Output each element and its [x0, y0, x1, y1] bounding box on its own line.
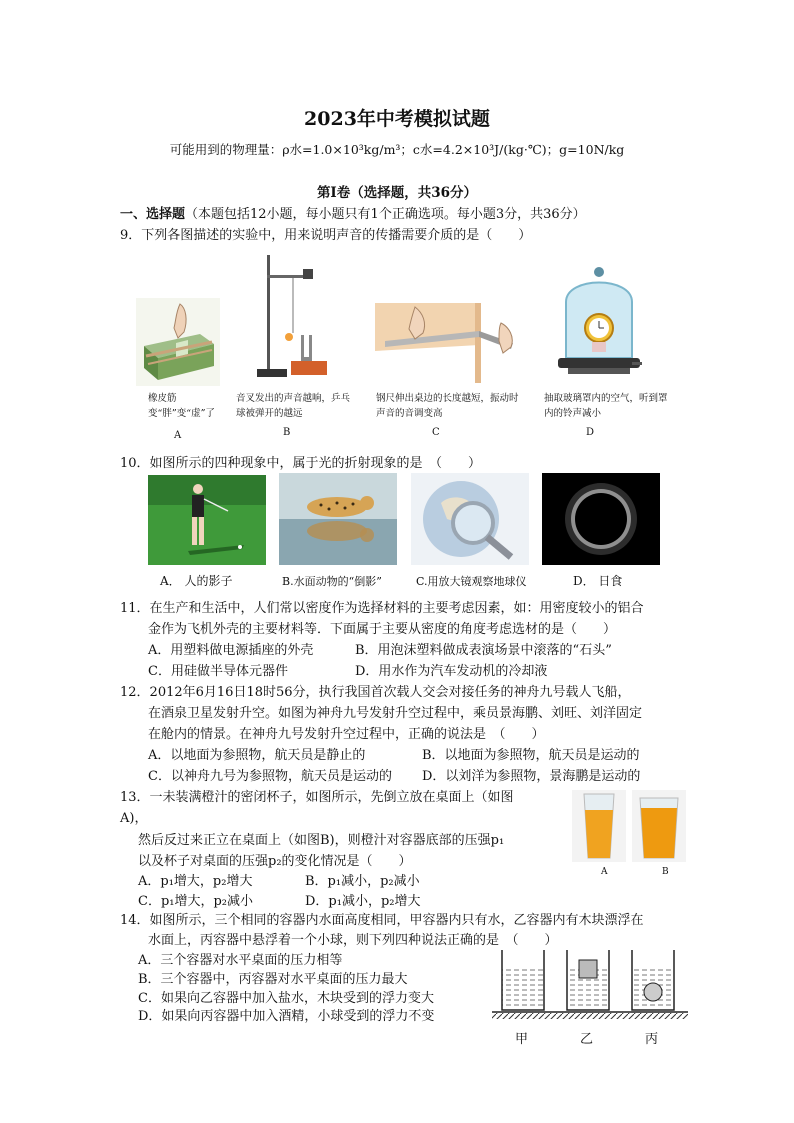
q13-figure-label-a: A	[601, 867, 608, 877]
physical-constants: 可能用到的物理量：ρ水=1.0×10³kg/m³；c水=4.2×10³J/(kg·℃)；g=10N/kg	[169, 142, 625, 157]
q14-label-jia: 甲	[515, 1032, 529, 1047]
q10-figure-magnifier	[411, 473, 529, 565]
q12-option-a: A．以地面为参照物，航天员是静止的	[148, 748, 366, 763]
q14-label-bing: 丙	[645, 1032, 659, 1047]
q12-line1: 12．2012年6月16日18时56分，执行我国首次载人交会对接任务的神舟九号载人飞船，	[120, 685, 631, 700]
q11-line1: 11．在生产和生活中，人们常以密度作为选择材料的主要考虑因素，如：用密度较小的铝合	[120, 601, 644, 616]
q12-option-d: D．以刘洋为参照物，景海鹏是运动的	[422, 769, 641, 784]
q9-figure-d	[554, 262, 644, 390]
q12-option-b: B．以地面为参照物，航天员是运动的	[422, 748, 640, 763]
q10-figure-eclipse	[542, 473, 660, 565]
q14-option-b: B．三个容器中，丙容器对水平桌面的压力最大	[138, 972, 408, 987]
q9-letter-b: B	[283, 427, 291, 438]
q13-figure-cups	[570, 788, 688, 864]
q14-label-yi: 乙	[580, 1032, 594, 1047]
q13-option-b: B．p₁减小，p₂减小	[305, 874, 420, 889]
q13-line2: A)，	[120, 811, 148, 826]
q11-option-d: D．用水作为汽车发动机的冷却液	[355, 664, 548, 679]
q13-option-a: A．p₁增大，p₂增大	[138, 874, 253, 889]
q10-stem: 10．如图所示的四种现象中，属于光的折射现象的是 （ ）	[120, 456, 482, 471]
q14-line2: 水面上，丙容器中悬浮着一个小球，则下列四种说法正确的是 （ ）	[148, 933, 558, 948]
q10-option-c: C.用放大镜观察地球仪	[416, 575, 527, 588]
q11-option-c: C．用硅做半导体元器件	[148, 664, 288, 679]
q9-caption-b: 音叉发出的声音越响，乒乓球被弹开的越远	[236, 393, 351, 419]
q10-figure-golfer	[148, 475, 266, 565]
q12-option-c: C．以神舟九号为参照物，航天员是运动的	[148, 769, 392, 784]
q13-line4: 以及杯子对桌面的压强p₂的变化情况是（ ）	[138, 854, 412, 869]
part1-heading	[120, 203, 586, 222]
q11-option-a: A．用塑料做电源插座的外壳	[148, 643, 314, 658]
q13-line1: 13．一未装满橙汁的密闭杯子，如图所示，先倒立放在桌面上（如图	[120, 790, 514, 805]
q14-line1: 14．如图所示，三个相同的容器内水面高度相同，甲容器内只有水，乙容器内有木块漂浮在	[120, 913, 644, 928]
q13-option-c: C．p₁增大，p₂减小	[138, 894, 254, 909]
q9-letter-a: A	[174, 430, 182, 441]
q10-figure-leopard	[279, 473, 397, 565]
q10-option-d: D． 日食	[573, 574, 623, 588]
q14-figure-containers	[490, 948, 690, 1028]
q14-option-d: D．如果向丙容器中加入酒精，小球受到的浮力不变	[138, 1009, 435, 1024]
q10-option-b: B.水面动物的“倒影”	[282, 575, 382, 588]
section-title: 第Ⅰ卷（选择题，共36分）	[316, 185, 478, 201]
q11-option-b: B．用泡沫塑料做成表演场景中滚落的“石头”	[355, 643, 612, 658]
q9-figure-a	[136, 298, 220, 386]
q9-letter-c: C	[432, 427, 440, 438]
q13-figure-label-b: B	[662, 867, 669, 877]
q12-line3: 在舱内的情景。在神舟九号发射升空过程中，正确的说法是 （ ）	[148, 727, 545, 742]
q10-option-a: A． 人的影子	[160, 574, 233, 588]
q11-line2: 金作为飞机外壳的主要材料等．下面属于主要从密度的角度考虑选材的是（ ）	[148, 622, 617, 637]
part1-label: 一、选择题	[120, 207, 186, 222]
q13-option-d: D．p₁减小，p₂增大	[305, 894, 421, 909]
q14-option-a: A．三个容器对水平桌面的压力相等	[138, 953, 343, 968]
q14-option-c: C．如果向乙容器中加入盐水，木块受到的浮力变大	[138, 991, 434, 1006]
q9-caption-d: 抽取玻璃罩内的空气，听到罩内的铃声减小	[544, 393, 668, 419]
q9-stem: 9．下列各图描述的实验中，用来说明声音的传播需要介质的是（ ）	[120, 228, 532, 243]
q9-figure-c	[375, 303, 525, 383]
page-title: 2023年中考模拟试题	[304, 108, 490, 130]
q9-caption-c: 钢尺伸出桌边的长度越短，振动时声音的音调变高	[376, 393, 519, 419]
q9-letter-d: D	[586, 427, 595, 438]
q13-line3: 然后反过来正立在桌面上（如图B)，则橙汁对容器底部的压强p₁	[138, 833, 505, 848]
q12-line2: 在酒泉卫星发射升空。如图为神舟九号发射升空过程中，乘员景海鹏、刘旺、刘洋固定	[148, 706, 643, 721]
q9-figure-b	[253, 253, 338, 383]
q9-caption-a: 橡皮筋变“胖”变“虚”了	[148, 393, 215, 419]
part1-desc: （本题包括12小题，每小题只有1个正确选项。每小题3分，共36分）	[185, 207, 586, 222]
